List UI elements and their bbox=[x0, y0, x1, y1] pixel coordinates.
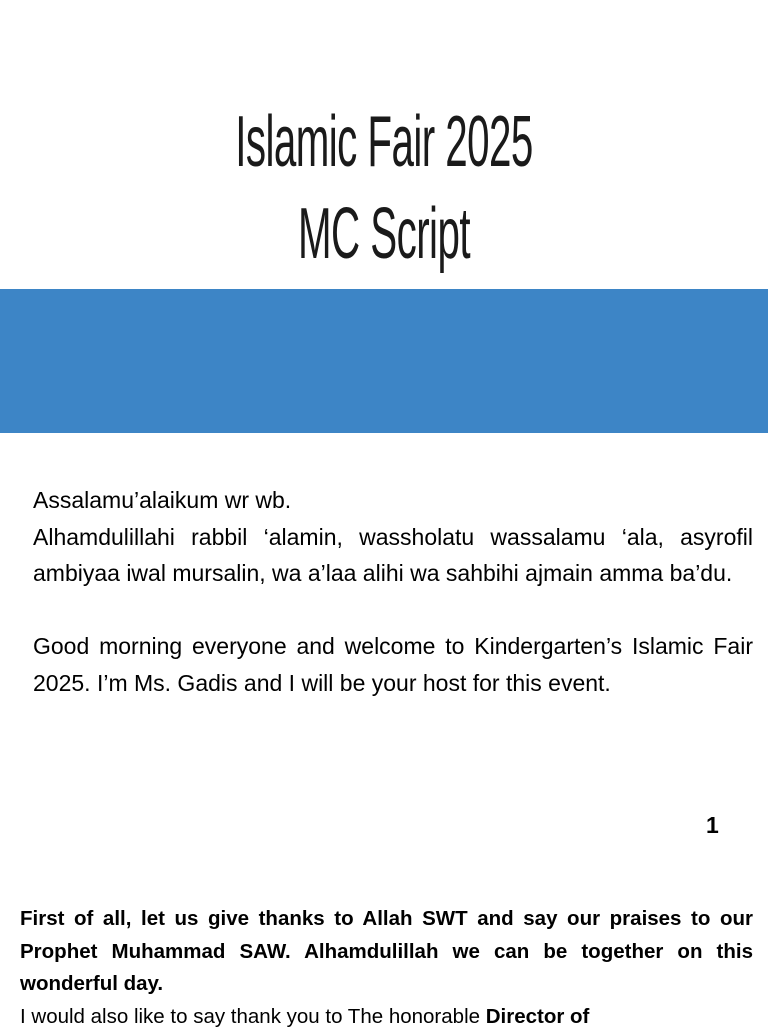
document-title bbox=[0, 96, 768, 280]
thank-you-bold: Director of bbox=[486, 1005, 590, 1028]
welcome-paragraph: Good morning everyone and welcome to Kindergarten’s Islamic Fair 2025. I’m Ms. Gadis and I will be your host for this event. bbox=[33, 628, 753, 701]
opening-prayer: Alhamdulillahi rabbil ‘alamin, wassholatu wassalamu ‘ala, asyrofil ambiyaa iwal mursalin, wa a’laa alihi wa sahbihi ajmain amma ba’du. bbox=[33, 519, 753, 592]
title-line-1: Islamic Fair 2025 bbox=[169, 96, 599, 188]
title-line-2: MC Script bbox=[169, 188, 599, 280]
thank-you-lead: I would also like to say thank you to The honorable bbox=[20, 1005, 486, 1028]
page-2-body bbox=[20, 903, 753, 1033]
page-1-body bbox=[33, 482, 753, 701]
thank-you-paragraph bbox=[20, 1001, 753, 1033]
greeting: Assalamu’alaikum wr wb. bbox=[33, 482, 753, 519]
thanks-paragraph: First of all, let us give thanks to Allah SWT and say our praises to our Prophet Muhammad SAW. Alhamdulillah we can be together on this wonderful day. bbox=[20, 903, 753, 1001]
page-number: 1 bbox=[706, 812, 719, 839]
paragraph-spacer bbox=[33, 592, 753, 629]
blue-banner bbox=[0, 289, 768, 433]
